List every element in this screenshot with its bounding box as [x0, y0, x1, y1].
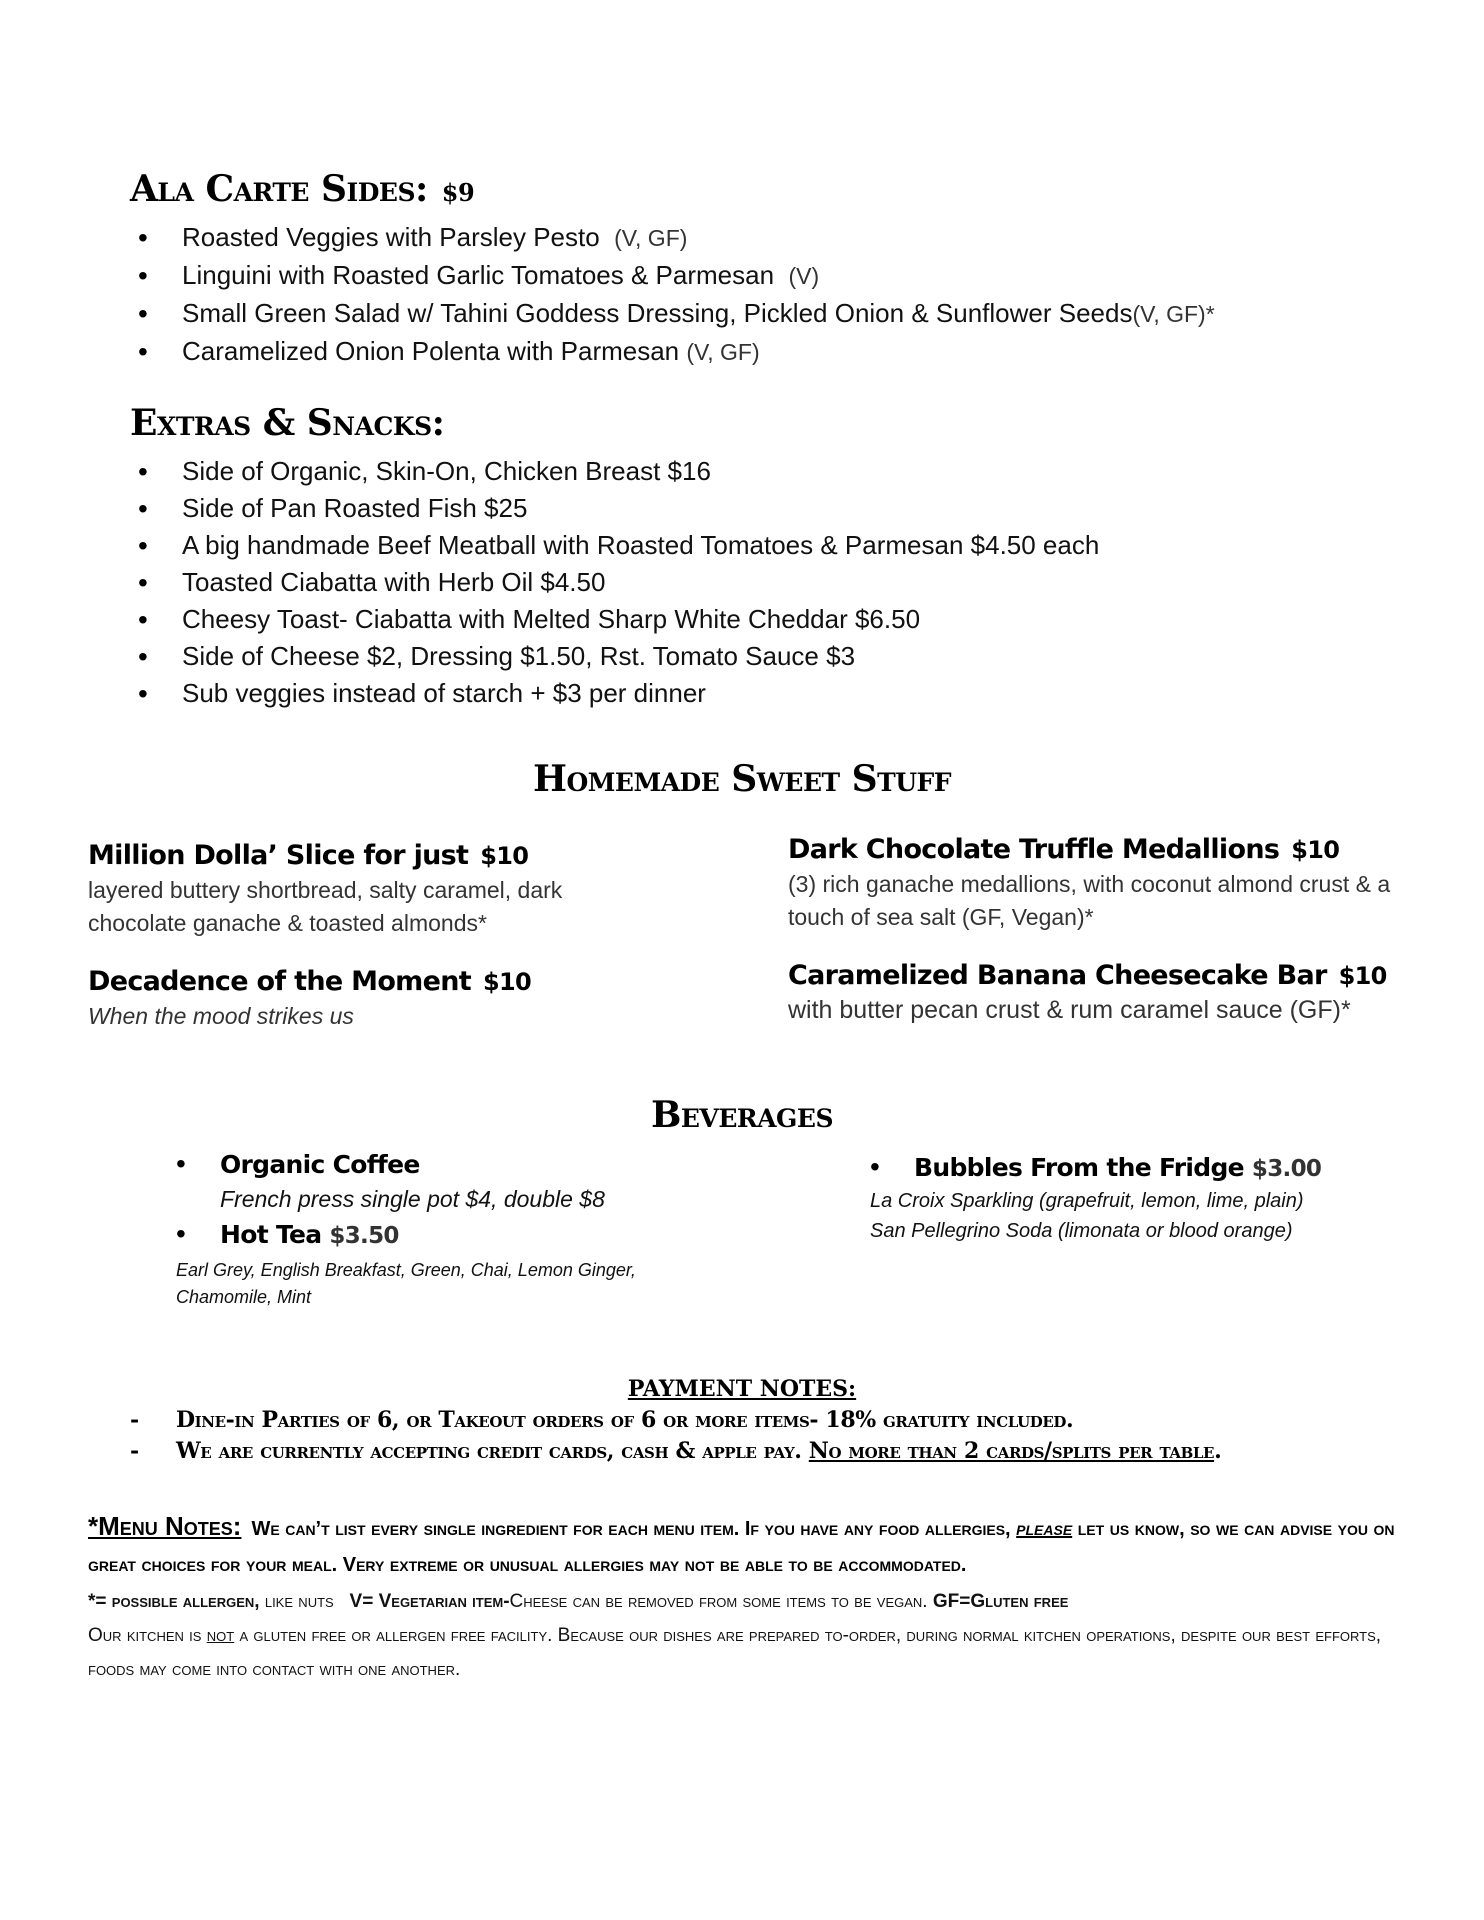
beverage-name: • Organic Coffee	[220, 1150, 420, 1179]
menu-notes-text: let us know, so we can advise you on great choices for your meal. Very extreme or unusual allergies may not be able to be accommodated.	[88, 1518, 1395, 1576]
kitchen-text: Our kitchen is	[88, 1625, 202, 1646]
sides-heading-text: Ala Carte Sides:	[130, 168, 428, 210]
sides-heading	[130, 168, 474, 210]
dessert-name-text: Decadence of the Moment	[88, 966, 471, 997]
beverage-price: $3.00	[1251, 1156, 1322, 1182]
legend-nuts: like nuts	[264, 1591, 334, 1612]
dessert-name	[88, 838, 708, 874]
dessert-banana-cheesecake	[788, 958, 1408, 1027]
dessert-price: $10	[482, 968, 531, 996]
menu-notes-text: We can’t list every single ingredient for each menu item. If you have any food allergies,	[251, 1518, 1011, 1540]
menu-notes-emphasis: please	[1016, 1518, 1073, 1540]
list-item	[138, 333, 1215, 371]
beverage-desc: Earl Grey, English Breakfast, Green, Chai, Lemon Ginger, Chamomile, Mint	[176, 1260, 636, 1307]
side-name: Roasted Veggies with Parsley Pesto	[182, 222, 600, 252]
list-item	[138, 295, 1215, 333]
sweets-heading: Homemade Sweet Stuff	[532, 758, 952, 800]
side-tag: (V, GF)	[686, 339, 760, 365]
list-item: • Sub veggies instead of starch + $3 per dinner	[138, 675, 1099, 712]
beverage-desc: La Croix Sparkling (grapefruit, lemon, lime, plain)	[870, 1190, 1304, 1212]
side-name: Caramelized Onion Polenta with Parmesan	[182, 336, 680, 366]
menu-notes-title: *Menu Notes:	[88, 1511, 242, 1541]
kitchen-text: a gluten free or allergen free facility. Because our dishes are prepared to-order, during normal kitchen operations, despite our best efforts, foods may come into contact with one another.	[88, 1625, 1382, 1680]
dessert-desc: (3) rich ganache medallions, with coconut almond crust & a touch of sea salt (GF, Vegan)*	[788, 871, 1391, 930]
side-tag: (V, GF)	[614, 225, 688, 251]
payment-notes-heading: PAYMENT NOTES:	[627, 1376, 857, 1402]
beverage-name	[914, 1151, 1321, 1186]
legend-vegetarian: V= Vegetarian item-	[349, 1591, 510, 1612]
beverages-left-column	[176, 1148, 696, 1311]
dessert-desc: with butter pecan crust & rum caramel sauce (GF)*	[788, 996, 1351, 1024]
beverage-bubbles	[870, 1151, 1321, 1186]
dessert-decadence	[88, 964, 708, 1033]
list-item	[138, 257, 1215, 295]
dessert-name	[88, 964, 708, 1000]
beverage-name-text: Bubbles From the Fridge	[914, 1153, 1244, 1182]
kitchen-not: not	[206, 1625, 235, 1646]
beverages-heading: Beverages	[650, 1094, 834, 1136]
payment-note-gratuity	[130, 1407, 1073, 1433]
dessert-name-text: Million Dolla’ Slice for just	[88, 840, 469, 871]
dash: -	[130, 1407, 139, 1433]
dessert-desc: When the mood strikes us	[88, 1003, 354, 1029]
dessert-desc: layered buttery shortbread, salty caramel, dark chocolate ganache & toasted almonds*	[88, 877, 563, 936]
list-item: • Side of Organic, Skin-On, Chicken Breast $16	[138, 453, 1099, 490]
payment-note-cards	[130, 1438, 1221, 1464]
dessert-name	[788, 958, 1408, 994]
extras-heading: Extras & Snacks:	[130, 402, 445, 444]
side-name: Small Green Salad w/ Tahini Goddess Dressing, Pickled Onion & Sunflower Seeds	[182, 298, 1133, 328]
menu-notes-legend	[88, 1585, 1408, 1619]
list-item: • A big handmade Beef Meatball with Roasted Tomatoes & Parmesan $4.50 each	[138, 527, 1099, 564]
dessert-name	[788, 832, 1408, 868]
menu-notes	[88, 1508, 1408, 1687]
list-item: • Cheesy Toast- Ciabatta with Melted Sharp White Cheddar $6.50	[138, 601, 1099, 638]
beverage-price: $3.50	[329, 1223, 399, 1249]
beverage-desc: French press single pot $4, double $8	[220, 1186, 605, 1212]
beverage-name	[220, 1218, 696, 1253]
legend-allergen: *= possible allergen,	[88, 1591, 260, 1612]
dash: -	[130, 1438, 139, 1464]
legend-cheese: Cheese can be removed from some items to be vegan.	[509, 1591, 928, 1612]
extras-list	[138, 453, 1099, 712]
beverages-right-column	[870, 1151, 1321, 1246]
payment-note-limit: No more than 2 cards/splits per table	[808, 1438, 1215, 1464]
legend-gluten-free: GF=Gluten free	[932, 1591, 1069, 1612]
dessert-price: $10	[480, 842, 529, 870]
beverage-coffee	[176, 1148, 696, 1216]
list-item: • Side of Cheese $2, Dressing $1.50, Rst. Tomato Sauce $3	[138, 638, 1099, 675]
payment-note-text: We are currently accepting credit cards, cash & apple pay.	[176, 1438, 802, 1464]
dessert-price: $10	[1338, 962, 1387, 990]
sides-list	[138, 219, 1215, 371]
payment-note-period: .	[1214, 1438, 1222, 1464]
dessert-name-text: Caramelized Banana Cheesecake Bar	[788, 960, 1327, 991]
beverage-name-text: Hot Tea	[220, 1220, 322, 1249]
payment-note-text: Dine-in Parties of 6, or Takeout orders of 6 or more items- 18% gratuity included.	[176, 1407, 1074, 1433]
side-tag: (V)	[788, 263, 820, 289]
menu-notes-kitchen	[88, 1619, 1408, 1687]
dessert-truffle-medallions	[788, 832, 1408, 934]
dessert-name-text: Dark Chocolate Truffle Medallions	[788, 834, 1280, 865]
beverage-hot-tea	[176, 1218, 696, 1253]
menu-notes-allergies	[88, 1508, 1408, 1583]
beverage-desc: San Pellegrino Soda (limonata or blood orange)	[870, 1220, 1293, 1242]
list-item: • Side of Pan Roasted Fish $25	[138, 490, 1099, 527]
dessert-price: $10	[1291, 836, 1340, 864]
side-tag: (V, GF)*	[1132, 301, 1215, 327]
dessert-million-dolla-slice	[88, 838, 708, 940]
side-name: Linguini with Roasted Garlic Tomatoes & Parmesan	[182, 260, 775, 290]
list-item	[138, 219, 1215, 257]
list-item: • Toasted Ciabatta with Herb Oil $4.50	[138, 564, 1099, 601]
sides-price: $9	[441, 178, 475, 207]
